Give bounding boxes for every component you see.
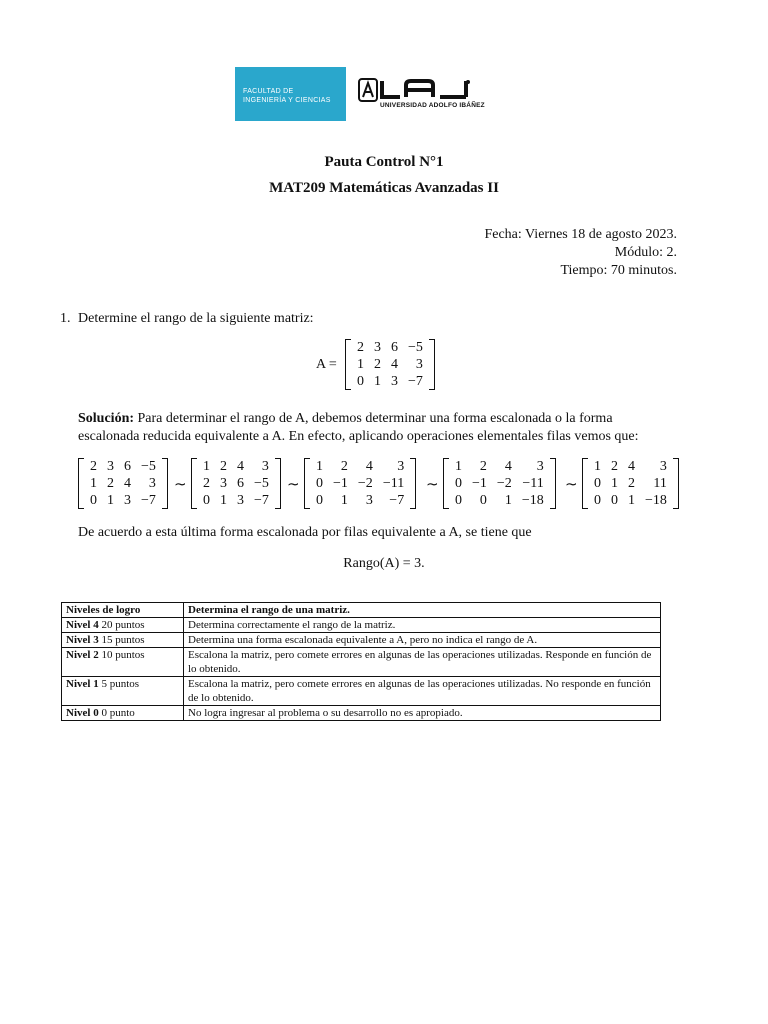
matrix-right-bracket xyxy=(429,339,435,390)
rubric-description: Determina una forma escalonada equivalente a A, pero no indica el rango de A. xyxy=(184,633,661,648)
rubric-level: Nivel 3 xyxy=(66,634,99,646)
faculty-logo xyxy=(235,67,346,121)
matrix-entry: 0 xyxy=(594,476,601,491)
faculty-logo-line2: INGENIERÍA Y CIENCIAS xyxy=(243,97,331,104)
matrix-entry: 3 xyxy=(374,340,381,355)
rubric-points: 20 puntos xyxy=(98,619,145,631)
matrix-row xyxy=(450,492,549,509)
matrix-entry: 4 xyxy=(504,459,512,474)
matrix-left-bracket xyxy=(78,458,84,509)
matrix-entry: −7 xyxy=(408,374,423,389)
matrix-row xyxy=(85,475,161,492)
matrix-entry: −18 xyxy=(645,493,667,508)
matrix-entry: 3 xyxy=(107,459,114,474)
matrix-entry: 2 xyxy=(628,476,635,491)
matrix-entry: 4 xyxy=(237,459,244,474)
matrix-entry: 1 xyxy=(611,476,618,491)
matrix-left-bracket xyxy=(304,458,310,509)
rubric-row xyxy=(62,677,661,706)
rubric-points: 15 puntos xyxy=(98,634,145,646)
matrix-entry: 3 xyxy=(397,459,405,474)
matrix-row xyxy=(589,458,672,475)
reduction-matrix-4 xyxy=(443,458,556,509)
matrix-entry: 2 xyxy=(90,459,97,474)
matrix-entry: −5 xyxy=(141,459,156,474)
matrix-row xyxy=(450,458,549,475)
rubric-level: Nivel 0 xyxy=(66,707,99,719)
matrix-row xyxy=(450,475,549,492)
rubric-level-cell xyxy=(62,618,184,633)
rubric-level-cell xyxy=(62,706,184,721)
matrix-entry: 0 xyxy=(611,493,618,508)
question-number: 1. xyxy=(60,311,71,326)
matrix-entry: −2 xyxy=(496,476,512,491)
page-title: Pauta Control N°1 xyxy=(324,154,444,170)
equivalence-symbol: ∼ xyxy=(174,477,187,493)
university-logo-text: UNIVERSIDAD ADOLFO IBÁÑEZ xyxy=(380,102,485,109)
rubric-description: Escalona la matriz, pero comete errores en algunas de las operaciones utilizadas. No responde en función de lo obtenido. xyxy=(184,677,661,706)
rubric-description: Determina correctamente el rango de la matriz. xyxy=(184,618,661,633)
reduction-matrix-3 xyxy=(304,458,416,509)
matrix-row xyxy=(198,492,274,509)
matrix-entry: 3 xyxy=(536,459,544,474)
exam-module: Módulo: 2. xyxy=(614,245,677,260)
rubric-points: 0 punto xyxy=(98,707,135,719)
matrix-entry: 1 xyxy=(203,459,210,474)
matrix-row xyxy=(198,475,274,492)
reduction-matrix-5 xyxy=(582,458,679,509)
matrix-right-bracket xyxy=(673,458,679,509)
matrix-entry: 2 xyxy=(479,459,487,474)
matrix-row xyxy=(311,492,409,509)
matrix-row xyxy=(198,458,274,475)
matrix-entry: −1 xyxy=(472,476,487,491)
matrix-entry: 3 xyxy=(659,459,667,474)
matrix-entry: 0 xyxy=(90,493,97,508)
matrix-left-bracket xyxy=(345,339,351,390)
matrix-entry: 3 xyxy=(391,374,398,389)
rubric-level: Nivel 1 xyxy=(66,678,99,690)
solution-intro xyxy=(78,411,678,427)
matrix-label: A = xyxy=(316,357,337,372)
matrix-entry: −18 xyxy=(521,493,544,508)
equivalence-symbol: ∼ xyxy=(426,477,439,493)
reduction-matrix-2 xyxy=(191,458,281,509)
matrix-entry: 1 xyxy=(90,476,97,491)
matrix-entry: 1 xyxy=(628,493,635,508)
matrix-entry: −1 xyxy=(333,476,348,491)
rubric-row xyxy=(62,648,661,677)
matrix-entry: 2 xyxy=(374,357,381,372)
matrix-entry: −5 xyxy=(254,476,269,491)
matrix-entry: 2 xyxy=(340,459,348,474)
question-matrix xyxy=(345,339,435,390)
matrix-entry: 1 xyxy=(220,493,227,508)
matrix-entry: 3 xyxy=(220,476,227,491)
matrix-entry: −2 xyxy=(357,476,373,491)
rubric-row xyxy=(62,633,661,648)
matrix-row xyxy=(352,356,428,373)
matrix-entry: 3 xyxy=(365,493,373,508)
matrix-row xyxy=(352,339,428,356)
matrix-entry: 2 xyxy=(107,476,114,491)
exam-date: Fecha: Viernes 18 de agosto 2023. xyxy=(484,227,677,242)
matrix-entry: 1 xyxy=(340,493,348,508)
question-statement: Determine el rango de la siguiente matriz: xyxy=(78,311,314,326)
matrix-entry: 0 xyxy=(316,493,323,508)
matrix-entry: 2 xyxy=(203,476,210,491)
matrix-row xyxy=(85,492,161,509)
matrix-entry: 1 xyxy=(504,493,512,508)
matrix-entry: 3 xyxy=(237,493,244,508)
matrix-row xyxy=(311,458,409,475)
rubric-level-cell xyxy=(62,648,184,677)
matrix-entry: 0 xyxy=(479,493,487,508)
matrix-entry: 1 xyxy=(594,459,601,474)
reduction-matrix-1 xyxy=(78,458,168,509)
rank-result: Rango(A) = 3. xyxy=(343,556,425,571)
matrix-row xyxy=(352,373,428,390)
matrix-entry: 4 xyxy=(365,459,373,474)
matrix-entry: 1 xyxy=(357,357,364,372)
matrix-entry: 4 xyxy=(124,476,131,491)
matrix-right-bracket xyxy=(550,458,556,509)
rubric-level: Nivel 4 xyxy=(66,619,99,631)
matrix-entry: 0 xyxy=(316,476,323,491)
matrix-row xyxy=(589,475,672,492)
matrix-entry: 0 xyxy=(203,493,210,508)
matrix-entry: −7 xyxy=(389,493,405,508)
exam-time: Tiempo: 70 minutos. xyxy=(560,263,677,278)
matrix-entry: 1 xyxy=(455,459,462,474)
matrix-entry: 1 xyxy=(316,459,323,474)
rubric-description: No logra ingresar al problema o su desarrollo no es apropiado. xyxy=(184,706,661,721)
rubric-level-cell xyxy=(62,677,184,706)
equivalence-symbol: ∼ xyxy=(565,477,578,493)
matrix-entry: −11 xyxy=(382,476,405,491)
course-title: MAT209 Matemáticas Avanzadas II xyxy=(269,180,499,196)
matrix-left-bracket xyxy=(582,458,588,509)
matrix-entry: −7 xyxy=(141,493,156,508)
solution-label: Solución: xyxy=(78,411,135,426)
matrix-entry: 3 xyxy=(261,459,269,474)
matrix-entry: 0 xyxy=(594,493,601,508)
rubric-points: 5 puntos xyxy=(98,678,140,690)
solution-text-line1: Para determinar el rango de A, debemos determinar una forma escalonada o la forma xyxy=(137,411,613,426)
rubric-header-levels: Niveles de logro xyxy=(62,603,184,618)
matrix-entry: 11 xyxy=(653,476,667,491)
solution-text-line2: escalonada reducida equivalente a A. En efecto, aplicando operaciones elementales filas vemos que: xyxy=(78,429,639,444)
rubric-header-criterion: Determina el rango de una matriz. xyxy=(184,603,661,618)
matrix-entry: −11 xyxy=(522,476,544,491)
rubric-level: Nivel 2 xyxy=(66,649,99,661)
matrix-entry: −7 xyxy=(254,493,269,508)
matrix-entry: 6 xyxy=(124,459,131,474)
matrix-entry: 1 xyxy=(107,493,114,508)
matrix-entry: 3 xyxy=(148,476,156,491)
matrix-entry: 3 xyxy=(124,493,131,508)
matrix-right-bracket xyxy=(162,458,168,509)
rubric-description: Escalona la matriz, pero comete errores en algunas de las operaciones utilizadas. Responde en función de lo obtenido. xyxy=(184,648,661,677)
university-logo xyxy=(358,78,485,110)
rubric-level-cell xyxy=(62,633,184,648)
matrix-row xyxy=(311,475,409,492)
matrix-row xyxy=(589,492,672,509)
equivalence-symbol: ∼ xyxy=(287,477,300,493)
matrix-left-bracket xyxy=(443,458,449,509)
matrix-right-bracket xyxy=(275,458,281,509)
rubric-row xyxy=(62,618,661,633)
matrix-entry: −5 xyxy=(408,340,423,355)
matrix-entry: 1 xyxy=(374,374,381,389)
matrix-entry: 6 xyxy=(237,476,244,491)
rubric-points: 10 puntos xyxy=(98,649,145,661)
matrix-entry: 2 xyxy=(357,340,364,355)
rubric-table xyxy=(61,602,661,721)
matrix-entry: 2 xyxy=(220,459,227,474)
matrix-entry: 3 xyxy=(415,357,423,372)
rubric-header-row xyxy=(62,603,661,618)
matrix-entry: 0 xyxy=(455,493,462,508)
matrix-entry: 4 xyxy=(391,357,398,372)
matrix-entry: 4 xyxy=(628,459,635,474)
matrix-entry: 2 xyxy=(611,459,618,474)
matrix-entry: 0 xyxy=(455,476,462,491)
faculty-logo-line1: FACULTAD DE xyxy=(243,88,294,95)
rubric-row xyxy=(62,706,661,721)
matrix-left-bracket xyxy=(191,458,197,509)
matrix-entry: 0 xyxy=(357,374,364,389)
matrix-right-bracket xyxy=(410,458,416,509)
matrix-row xyxy=(85,458,161,475)
matrix-entry: 6 xyxy=(391,340,398,355)
solution-conclusion: De acuerdo a esta última forma escalonada por filas equivalente a A, se tiene que xyxy=(78,525,532,540)
